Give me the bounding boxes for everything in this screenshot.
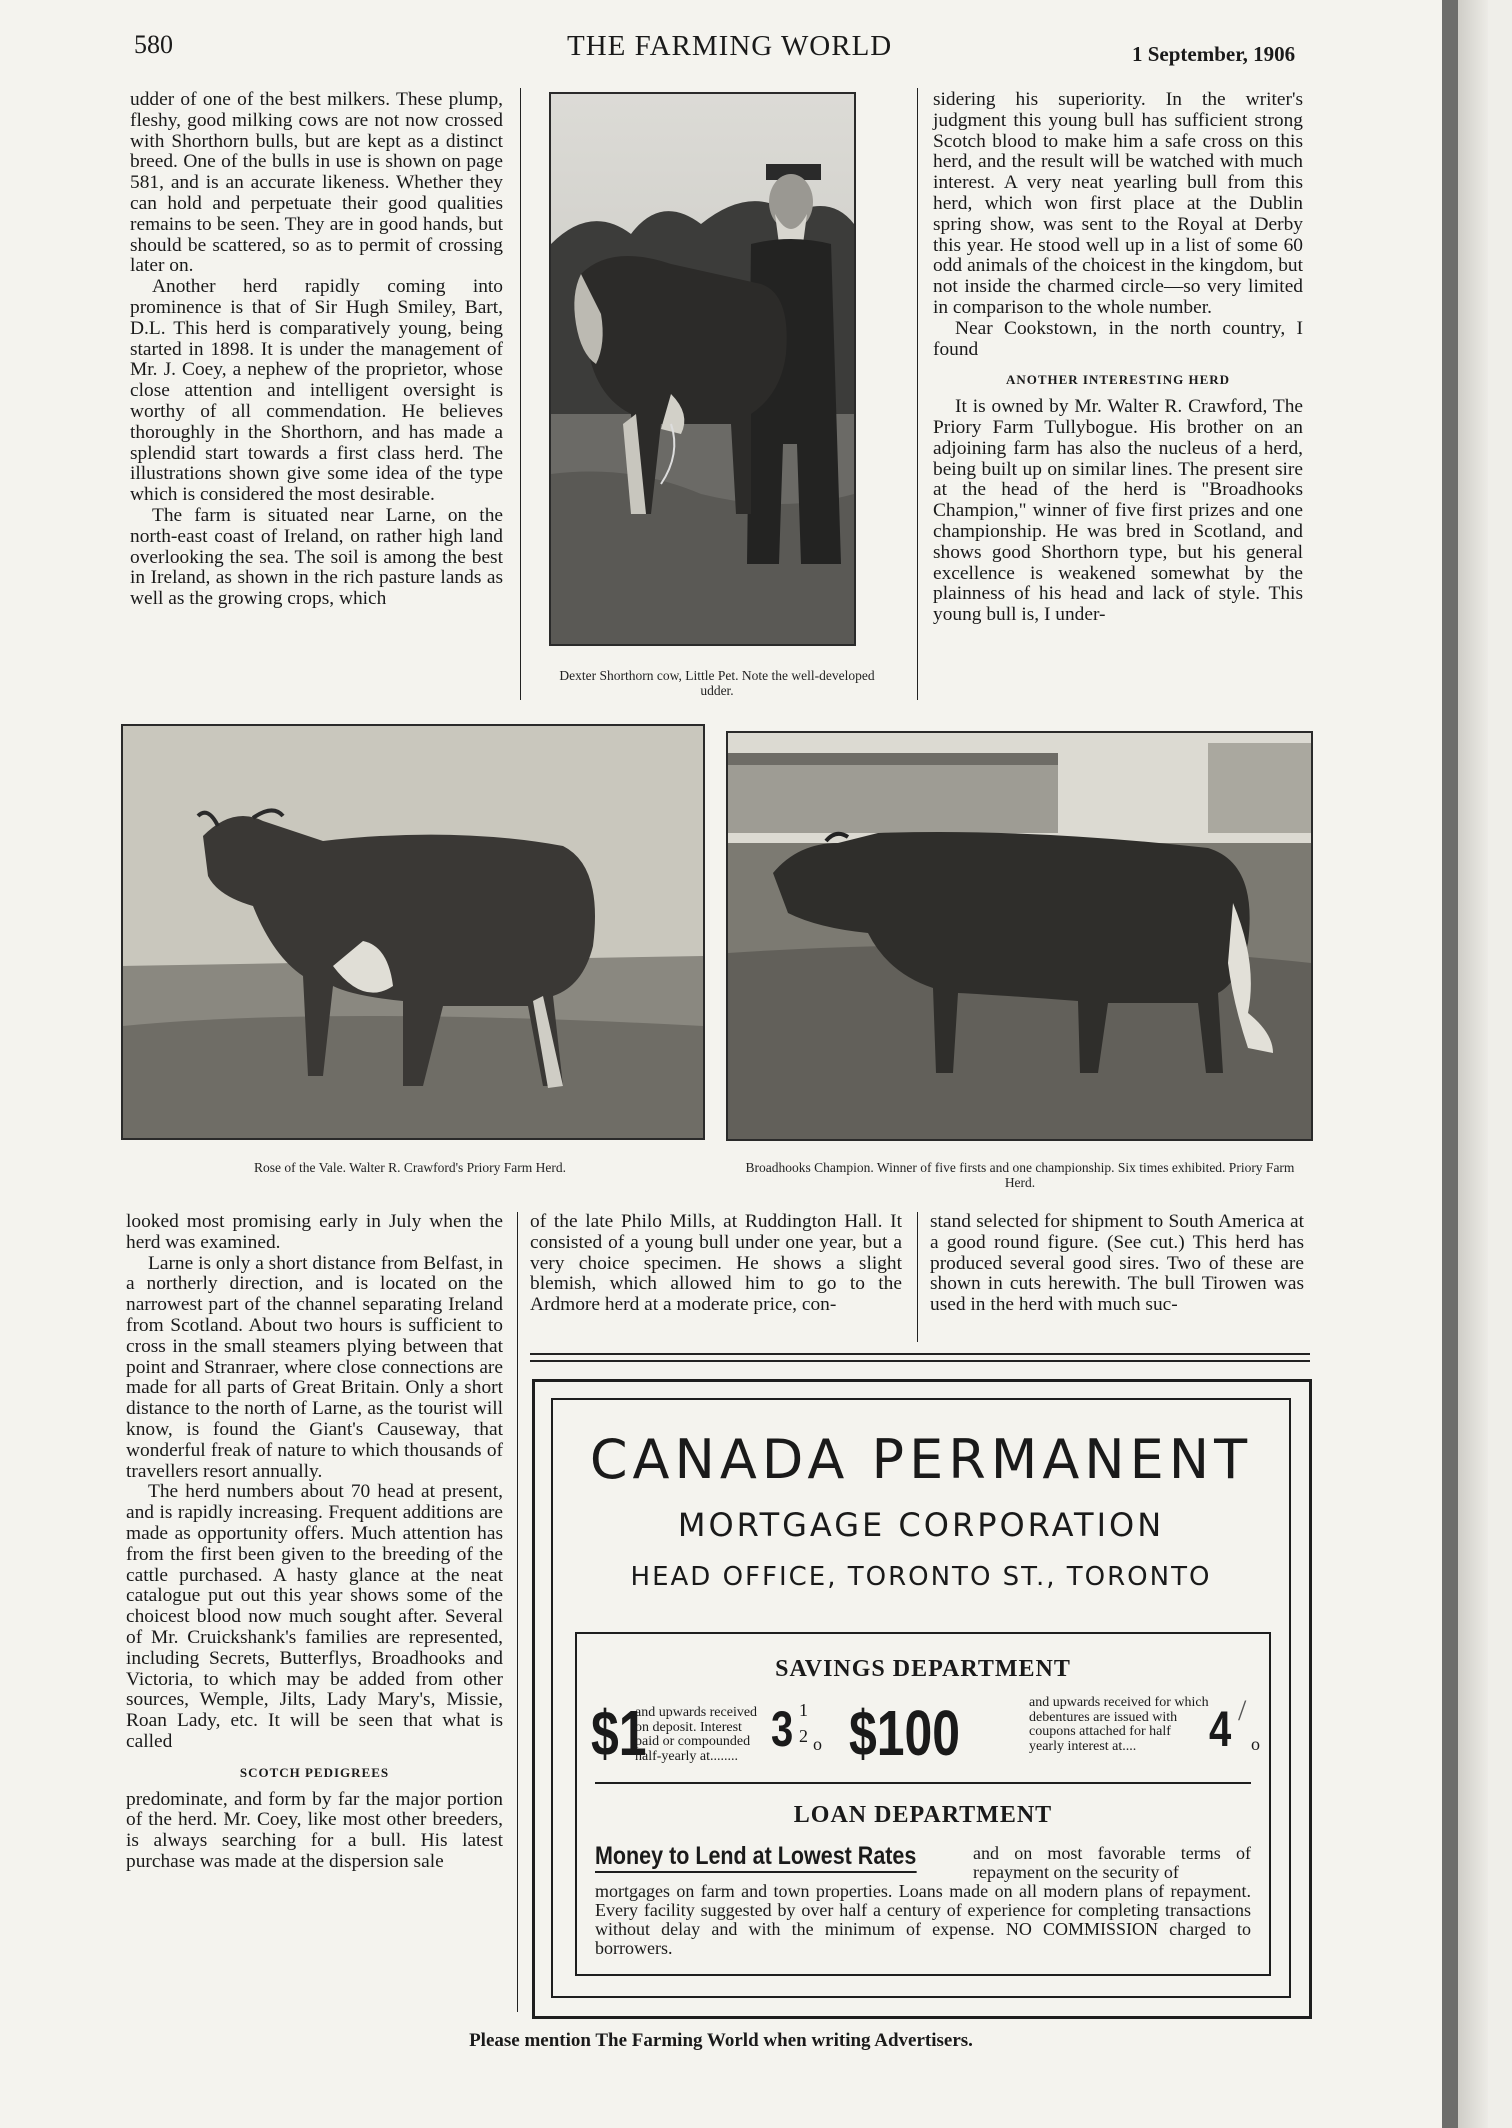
page-gutter (1442, 0, 1458, 2128)
money-to-lend: Money to Lend at Lowest Rates (595, 1842, 916, 1873)
subheading: ANOTHER INTERESTING HERD (1005, 372, 1231, 388)
paragraph: sidering his superiority. In the writer's judgment this young bull has sufficient strong Scotch blood to make him a safe cross on this herd, and the result will be watched with much interest. A very neat yearling bull from this herd, which won first place at the Dublin spring show, was sent to the Royal at Derby this year. He stood well up in a list of some 60 odd animals of the choicest in the kingdom, but not inside the charmed circle—so very limited in comparison to the whole number. (933, 89, 1303, 318)
paragraph: Larne is only a short distance from Belfast, in a northerly direction, and is located on the narrowest part of the channel separating Ireland from Scotland. About two hours is sufficient to cross in the small steamers plying between that point and Stranraer, where close connections are made for all parts of Great Britain. Only a short distance to the north of Larne, as the tourist will know, is found the Giant's Causeway, that wonderful freak of nature to which thousands of travellers resort annually. (126, 1252, 503, 1482)
paragraph: stand selected for shipment to South America at a good round figure. (See cut.) This herd has produced several good sires. Two of these are shown in cuts herewith. The bull Tirowen was used in the herd with much suc- (930, 1211, 1304, 1316)
column-rule (517, 1212, 518, 2012)
rate-one-frac-top: 1 (799, 1700, 808, 1720)
paragraph: Near Cookstown, in the north country, I found (933, 317, 1303, 360)
caption-dexter: Dexter Shorthorn cow, Little Pet. Note the well-developed udder. (559, 668, 875, 698)
amount-hundred-dollar: $100 (849, 1697, 961, 1769)
percent-slash: / (1238, 1694, 1247, 1727)
issue-date: 1 September, 1906 (1132, 42, 1296, 66)
ad-head-office: HEAD OFFICE, TORONTO ST., TORONTO (630, 1562, 1212, 1592)
photo-rose-of-the-vale (121, 724, 705, 1140)
paragraph: looked most promising early in July when the herd was examined. (126, 1211, 503, 1253)
adjacent-page-edge (1458, 0, 1512, 2128)
column-3-bottom (930, 1212, 1304, 1316)
footer-note: Please mention The Farming World when writing Advertisers. (469, 2030, 973, 2051)
column-1-top (130, 90, 503, 610)
paragraph: The farm is situated near Larne, on the north-east coast of Ireland, on rather high land overlooking the sea. The soil is among the best in Ireland, as shown in the rich pasture lands as well as the growing crops, which (130, 504, 503, 610)
paragraph: It is owned by Mr. Walter R. Crawford, The Priory Farm Tullybogue. His brother on an adjoining farm has also the nucleus of a herd, being built up on similar lines. The present sire at the head of the herd is "Broadhooks Champion," winner of five first prizes and one championship. He was bred in Scotland, and shows good Shorthorn type, but his general excellence is weakened somewhat by the plainness of his head and lack of style. This young bull is, I under- (933, 396, 1303, 626)
rate-one: 3 (771, 1701, 794, 1757)
advertisement-canada-permanent (532, 1379, 1312, 2019)
rate-two: 4 (1209, 1701, 1232, 1757)
column-rule (520, 88, 521, 700)
rate-one-frac-bottom: 2 (799, 1726, 808, 1746)
amount-one-text: and upwards received on deposit. Interest paid or compounded half-yearly at........ (635, 1705, 758, 1764)
paragraph: of the late Philo Mills, at Ruddington Hall. It consisted of a young bull under one year, but a very choice specimen. He shows a slight blemish, which allowed him to go to the Ardmore herd at a moderate price, con- (530, 1211, 902, 1316)
column-3-top (933, 90, 1303, 626)
ad-top-rule (530, 1360, 1310, 1362)
paragraph: The herd numbers about 70 head at present, and is rapidly increasing. Frequent additions are made as opportunity offers. Much attention has from the first been given to the breeding of the cattle purchased. A hasty glance at the neat catalogue put out this year shows some of the choicest blood now much sought after. Several of Mr. Cruickshank's families are represented, including Secrets, Butterflys, Broadhooks and Victoria, to which may be added from other sources, Wemple, Jilts, Lady Mary's, Missie, Roan Lady, etc. It will be seen that what is called (126, 1481, 503, 1752)
caption-broadhooks: Broadhooks Champion. Winner of five firsts and one championship. Six times exhibited. Priory Farm Herd. (745, 1160, 1295, 1190)
ad-top-rule (530, 1353, 1310, 1355)
column-rule (917, 88, 918, 700)
subheading: SCOTCH PEDIGREES (239, 1764, 390, 1780)
amount-hundred-text: and upwards received for which debentures are issued with coupons attached for half yearly interest at.... (1029, 1695, 1209, 1754)
page-number: 580 (134, 30, 173, 59)
ad-inner-frame (551, 1398, 1291, 1998)
paragraph: udder of one of the best milkers. These plump, fleshy, good milking cows are not now crossed with Shorthorn bulls, but are kept as a distinct breed. One of the bulls in use is shown on page 581, and is an accurate likeness. Whether they can hold and perpetuate their good qualities remains to be seen. They are in good hands, but should be scattered, so as to permit of crossing later on. (130, 89, 503, 277)
paragraph: predominate, and form by far the major portion of the herd. Mr. Coey, like most other breeders, is always searching for a bull. His latest purchase was made at the dispersion sale (126, 1788, 503, 1872)
caption-rose: Rose of the Vale. Walter R. Crawford's Priory Farm Herd. (253, 1160, 567, 1175)
ad-title: CANADA PERMANENT (589, 1428, 1253, 1491)
rate-one-percent: o (813, 1734, 822, 1754)
publication-title: THE FARMING WORLD (567, 30, 893, 62)
ad-divider (595, 1782, 1251, 1784)
column-1-bottom (126, 1212, 503, 1873)
column-rule (917, 1212, 918, 1342)
photo-broadhooks-champion (726, 731, 1313, 1141)
loan-text-first: and on most favorable terms of repayment on the security of (973, 1843, 1251, 1882)
savings-heading: SAVINGS DEPARTMENT (775, 1656, 1071, 1682)
column-2-bottom (530, 1212, 902, 1316)
loan-text-rest: mortgages on farm and town properties. Loans made on all modern plans of repayment. Every facility suggested by over half a century of experience for completing transactions without delay and with the minimum of expense. NO COMMISSION charged to borrowers. (595, 1881, 1251, 1958)
photo-dexter-cow (549, 92, 856, 646)
loan-heading: LOAN DEPARTMENT (793, 1802, 1053, 1828)
amount-one-dollar: $1 (591, 1697, 647, 1769)
rate-two-percent: o (1251, 1734, 1260, 1754)
ad-subtitle: MORTGAGE CORPORATION (677, 1506, 1165, 1544)
paragraph: Another herd rapidly coming into prominence is that of Sir Hugh Smiley, Bart, D.L. This herd is comparatively young, being started in 1898. It is under the management of Mr. J. Coey, a nephew of the proprietor, whose close attention and intelligent oversight is worthy of all commendation. He believes thoroughly in the Shorthorn, and has made a splendid start towards a first class herd. The illustrations shown give some idea of the type which is considered the most desirable. (130, 276, 503, 506)
ad-departments-box (575, 1632, 1271, 1976)
